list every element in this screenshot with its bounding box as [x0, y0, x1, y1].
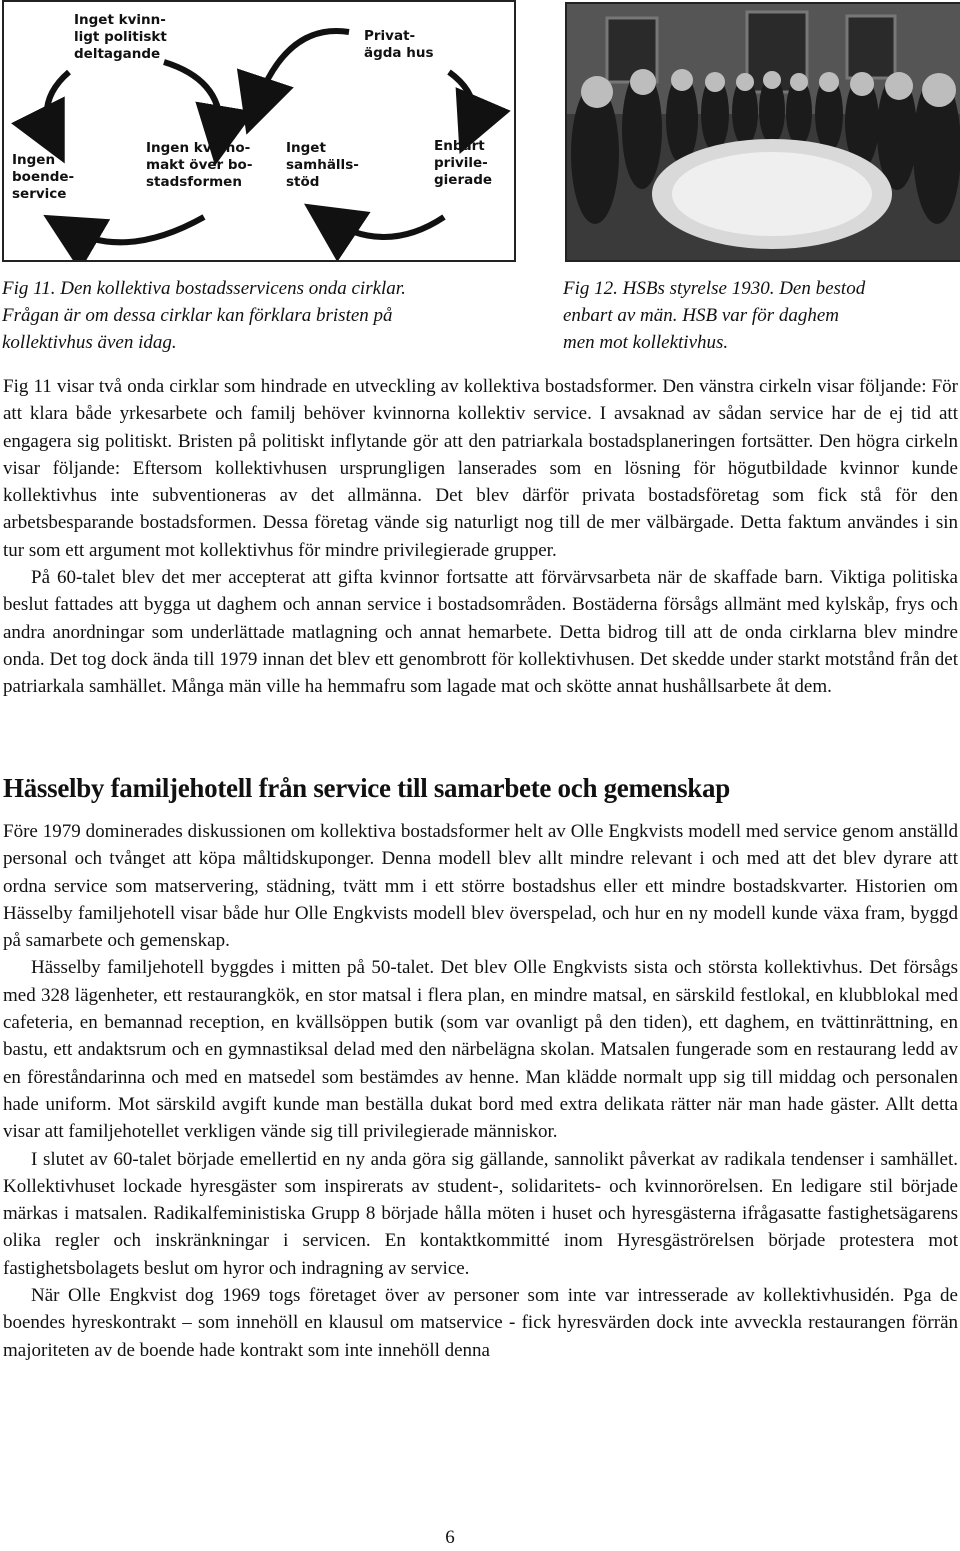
figure-11-diagram [2, 0, 516, 262]
label-left: Ingen boende- service [12, 152, 75, 202]
body-text-section-2 [3, 818, 958, 1364]
board-meeting-photo [567, 4, 960, 260]
caption-line: Fig 11. Den kollektiva bostadsservicens onda cirklar. [2, 278, 406, 299]
arrow-right-down [449, 72, 474, 132]
page-number: 6 [445, 1527, 455, 1548]
caption-line: Frågan är om dessa cirklar kan förklara bristen på [2, 305, 393, 326]
caption-line: Fig 12. HSBs styrelse 1930. Den bestod [563, 278, 866, 299]
paragraph: På 60-talet blev det mer accepterat att gifta kvinnor fortsatte att förvärvsarbeta när de skaffade barn. Viktiga politiska beslut fattades att bygga ut daghem och annan service i bostadsområden. Bostäderna försågs allmänt med kylskåp, frys och andra anordningar som underlättade matlagning och annat hemarbete. Detta bidrog till att de onda cirklarna blev mindre onda. Det tog dock ända till 1979 innan det blev ett genombrott för kollektivhusen. Det skedde under starkt motstånd från det patriarkala samhället. Många män ville ha hemmafru som lagade mat och skötte annat hushållsarbete åt dem. [3, 567, 958, 698]
arrow-bottom-right [324, 217, 444, 237]
label-top-right: Privat- ägda hus [364, 28, 434, 61]
figure-11-caption [2, 275, 406, 356]
arrow-bottom-left [64, 217, 204, 242]
label-center-right: Inget samhälls- stöd [286, 140, 359, 190]
arrow-top-to-center [164, 62, 220, 142]
caption-line: kollektivhus även idag. [2, 332, 177, 353]
arrow-right-top [254, 31, 349, 112]
paragraph: I slutet av 60-talet började emellertid en ny anda göra sig gällande, sannolikt påverkat av radikala tendenser i samhället. Kollektivhuset lockade hyresgäster som inspirerats av student-, solidaritets- och kvinnorörelsen. En ledigare stil började märkas i matsalen. Radikalfeministiska Grupp 8 började hålla möten i huset och hyresgästerna ifrågasatte fastighetsägarens olika regler och inskränkningar i servicen. En kontaktkommitté inom Hyresgäströrelsen började protestera mot fastighetsbolagets beslut om hyror och indragning av service. [3, 1148, 958, 1279]
arrow-top-left [47, 72, 69, 142]
figure-12-photo [565, 2, 960, 262]
body-text-section-1 [3, 373, 958, 701]
vicious-circles-diagram [4, 2, 514, 260]
label-top-left: Inget kvinn- ligt politiskt deltagande [74, 12, 167, 62]
paragraph: Hässelby familjehotell byggdes i mitten på 50-talet. Det blev Olle Engkvists sista och största kollektivhus. Det försågs med 328 lägenheter, ett restaurangkök, en stor matsal i flera plan, en mindre matsal, en särskild festlokal, en klubblokal med cafeteria, en bemannad reception, en kvällsöppen butik (som var ovanligt på den tiden), ett daghem, en tvättinrättning, en bastu, ett andaktsrum och en gymnastiksal delad med den närbelägna skolan. Matsalen fungerade som en restaurang ledd av en föreståndarinna och med en matsedel som bestämdes av henne. Man klädde normalt upp sig till middag och personalen hade uniform. Mot särskild avgift kunde man beställa dukat bord med extra delikata rätter när man hade gäster. Allt detta visar att familjehotellet verkligen vände sig till privilegierade människor. [3, 957, 958, 1143]
paragraph: Före 1979 dominerades diskussionen om kollektiva bostadsformer helt av Olle Engkvists modell med service genom anställd personal och tvånget att köpa måltidskuponger. Denna modell blev allt mindre relevant i och med att det blev dyrare att ordna service som matservering, städning, tvätt mm i ett större bostadshus eller ett mindre bostadskvarter. Historien om Hässelby familjehotell visar både hur Olle Engkvists modell blev överspelad, och hur en ny modell kunde växa fram, byggd på samarbete och gemenskap. [3, 821, 958, 952]
caption-line: men mot kollektivhus. [563, 332, 729, 353]
paragraph: Fig 11 visar två onda cirklar som hindrade en utveckling av kollektiva bostadsformer. Den vänstra cirkeln visar följande: För att klara både yrkesarbete och familj behöver kvinnorna kollektiv service. I avsaknad av sådan service har de ej tid att engagera sig politiskt. Bristen på politiskt inflytande gör att den patriarkala bostadsplaneringen fortsätter. Den högra cirkeln visar följande: Eftersom kollektivhusen ursprungligen lanserades som en lösning för högutbildade kvinnor kunde kollektivhus inte subventioneras av det allmänna. Det blev därför privata bostadsföretag som fick stå för den arbetsbesparande bostadsformen. Dessa företag vände sig naturligt nog till de mer välbärgade. Detta faktum användes i sin tur som ett argument mot kollektivhus för mindre privilegierade grupper. [3, 376, 958, 561]
figure-12-caption [563, 275, 865, 356]
label-right: Enbart privile- gierade [434, 138, 493, 188]
section-heading: Hässelby familjehotell från service till samarbete och gemenskap [3, 773, 730, 803]
paragraph: När Olle Engkvist dog 1969 togs företaget över av personer som inte var intresserade av kollektivhusidén. Pga de boendes hyreskontrakt – som innehöll en klausul om matservice - fick hyresvärden dock inte avveckla restaurangen förrän majoriteten av de boende hade kontrakt som inte innehöll denna [3, 1285, 958, 1361]
label-center-left: Ingen kvinno- makt över bo- stadsformen [146, 140, 253, 190]
caption-line: enbart av män. HSB var för daghem [563, 305, 839, 326]
